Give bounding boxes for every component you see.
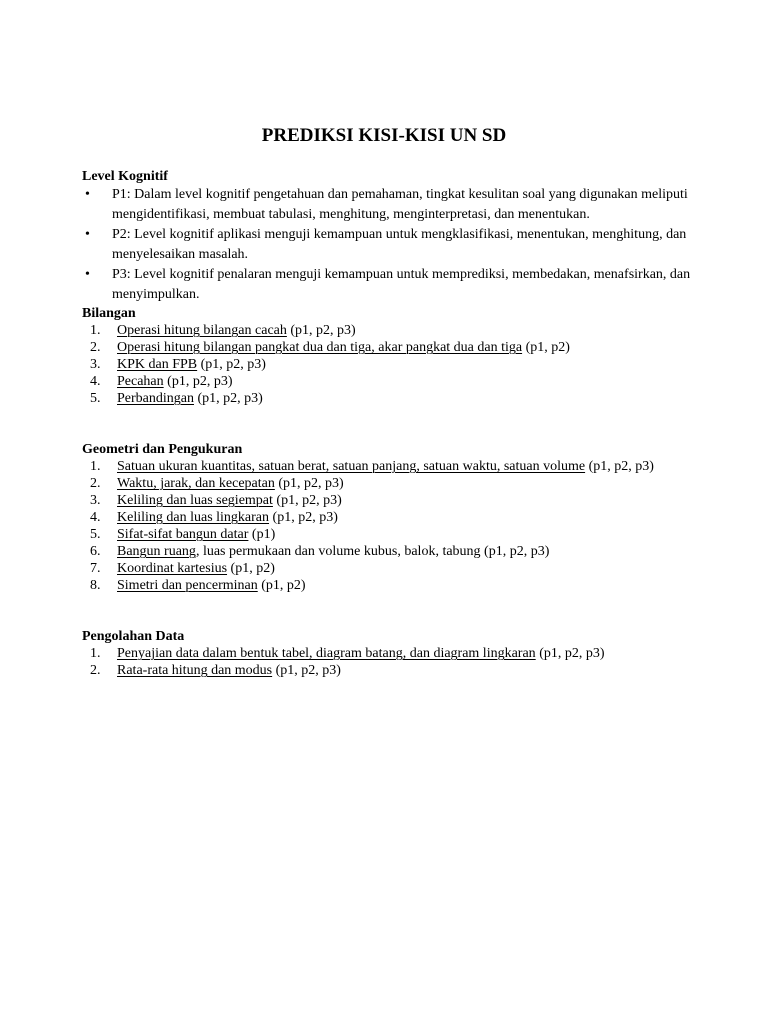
topic-link: Sifat-sifat bangun datar <box>117 527 249 542</box>
list-number: 4. <box>90 510 101 525</box>
list-item <box>82 526 722 543</box>
list-number: 3. <box>90 357 101 372</box>
cognitive-level-note: (p1, p2, p3) <box>197 357 266 372</box>
document-body <box>82 168 722 679</box>
topic-link: Bangun ruang <box>117 544 196 559</box>
list-item <box>82 265 722 304</box>
list-item <box>82 543 722 560</box>
section-heading-geometri: Geometri dan Pengukuran <box>82 442 243 457</box>
list-item-text: P1: Dalam level kognitif pengetahuan dan pemahaman, tingkat kesulitan soal yang digunakan meliputi mengidentifikasi, membuat tabulasi, menghitung, menginterpretasi, dan menentukan. <box>112 187 688 222</box>
list-item <box>82 225 722 264</box>
section-heading-bilangan: Bilangan <box>82 306 136 321</box>
list-item <box>82 577 722 594</box>
cognitive-level-note: (p1, p2, p3) <box>274 476 344 491</box>
cognitive-level-note: (p1, p2) <box>257 578 306 593</box>
list-item-text: P3: Level kognitif penalaran menguji kemampuan untuk memprediksi, membedakan, menafsirkan, dan menyimpulkan. <box>112 267 691 302</box>
cognitive-level-note: (p1, p2, p3) <box>585 459 654 474</box>
list-number: 1. <box>90 646 101 661</box>
topic-link: Pecahan <box>117 374 164 389</box>
cognitive-level-note: (p1, p2, p3) <box>193 391 263 406</box>
cognitive-level-note: , luas permukaan dan volume kubus, balok, tabung (p1, p2, p3) <box>195 544 550 559</box>
cognitive-level-note: (p1, p2) <box>227 561 275 576</box>
page-title: PREDIKSI KISI-KISI UN SD <box>261 125 507 146</box>
list-number: 8. <box>90 578 101 593</box>
cognitive-level-note: (p1, p2) <box>522 340 570 355</box>
list-item <box>82 356 722 373</box>
topic-link: Satuan ukuran kuantitas, satuan berat, satuan panjang, satuan waktu, satuan volume <box>117 459 586 474</box>
cognitive-level-note: (p1, p2, p3) <box>535 646 605 661</box>
topic-link: Operasi hitung bilangan pangkat dua dan tiga, akar pangkat dua dan tiga <box>117 340 523 355</box>
list-number: 2. <box>90 476 101 491</box>
list-item <box>82 509 722 526</box>
cognitive-level-note: (p1, p2, p3) <box>272 663 341 678</box>
list-item <box>82 475 722 492</box>
list-number: 5. <box>90 391 101 406</box>
bullet-icon: • <box>85 227 90 242</box>
topic-link: Waktu, jarak, dan kecepatan <box>117 476 275 491</box>
topic-link: Rata-rata hitung dan modus <box>117 663 273 678</box>
topic-link: Simetri dan pencerminan <box>117 578 258 593</box>
list-number: 7. <box>90 561 101 576</box>
list-number: 2. <box>90 340 101 355</box>
list-number: 1. <box>90 459 101 474</box>
list-item <box>82 458 722 475</box>
list-item <box>82 560 722 577</box>
bullet-icon: • <box>85 267 90 282</box>
pengolahan-data-list <box>82 645 722 679</box>
list-number: 1. <box>90 323 101 338</box>
cognitive-level-note: (p1) <box>248 527 276 542</box>
list-item <box>82 373 722 390</box>
list-number: 3. <box>90 493 101 508</box>
topic-link: Perbandingan <box>117 391 194 406</box>
cognitive-level-note: (p1, p2, p3) <box>269 510 338 525</box>
section-spacer <box>82 594 722 628</box>
topic-link: KPK dan FPB <box>117 357 198 372</box>
cognitive-level-note: (p1, p2, p3) <box>163 374 233 389</box>
topic-link: Penyajian data dalam bentuk tabel, diagram batang, dan diagram lingkaran <box>117 646 536 661</box>
list-item <box>82 662 722 679</box>
bilangan-list <box>82 322 722 407</box>
topic-link: Operasi hitung bilangan cacah <box>117 323 287 338</box>
list-item <box>82 390 722 407</box>
cognitive-level-note: (p1, p2, p3) <box>272 493 342 508</box>
list-item-text: P2: Level kognitif aplikasi menguji kemampuan untuk mengklasifikasi, menentukan, menghitung, dan menyelesaikan masalah. <box>112 227 687 262</box>
section-spacer <box>82 407 722 441</box>
list-item <box>82 185 722 224</box>
list-number: 4. <box>90 374 101 389</box>
level-kognitif-list <box>82 185 722 304</box>
list-number: 2. <box>90 663 101 678</box>
list-number: 6. <box>90 544 101 559</box>
list-number: 5. <box>90 527 101 542</box>
cognitive-level-note: (p1, p2, p3) <box>286 323 356 338</box>
topic-link: Keliling dan luas lingkaran <box>117 510 270 525</box>
bullet-icon: • <box>85 187 90 202</box>
topic-link: Keliling dan luas segiempat <box>117 493 273 508</box>
list-item <box>82 645 722 662</box>
list-item <box>82 339 722 356</box>
geometri-list <box>82 458 722 594</box>
list-item <box>82 492 722 509</box>
topic-link: Koordinat kartesius <box>117 561 228 576</box>
list-item <box>82 322 722 339</box>
section-heading-level-kognitif: Level Kognitif <box>82 169 168 184</box>
section-heading-pengolahan-data: Pengolahan Data <box>82 629 185 644</box>
